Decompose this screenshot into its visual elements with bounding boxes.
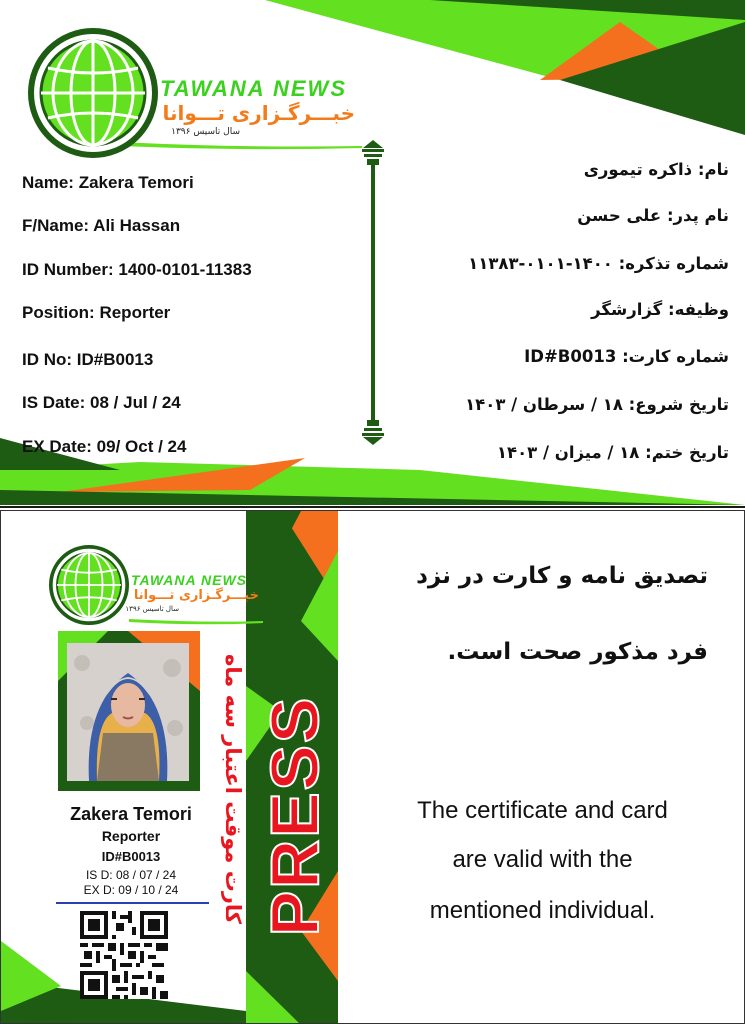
fa-position-field: وظیفه: گزارشگر — [591, 300, 729, 319]
globe-logo-icon — [49, 545, 129, 625]
fa-card-number-field: شماره کارت: ID#B0013 — [524, 347, 729, 366]
brand-name-fa: خبـــرگـزاری تـــوانا — [162, 101, 355, 125]
temporary-card-label: کارت موقت اعتبار سه ماه — [221, 653, 245, 925]
press-label: PRESS — [257, 695, 333, 937]
scroll-divider-icon — [360, 140, 386, 445]
id-card-front — [0, 0, 745, 508]
fa-start-date-field: تاریخ شروع: ۱۸ / سرطان / ۱۴۰۳ — [465, 395, 729, 414]
fa-id-number-field: شماره تذکره: ۱۴۰۰-۰۱۰۱-۱۱۳۸۳ — [468, 254, 729, 273]
fa-statement-line2: فرد مذکور صحت است. — [447, 639, 708, 665]
globe-logo-icon — [28, 28, 158, 158]
en-statement-line3: mentioned individual. — [429, 897, 656, 924]
holder-position: Reporter — [101, 828, 161, 844]
fa-name-field: نام: ذاکره تیموری — [583, 160, 729, 179]
en-issue-date-field: IS Date: 08 / Jul / 24 — [22, 393, 181, 412]
en-father-name-field: F/Name: Ali Hassan — [22, 216, 181, 235]
holder-photo — [67, 643, 189, 781]
en-position-field: Position: Reporter — [22, 303, 171, 322]
id-card-back — [0, 510, 745, 1024]
fa-end-date-field: تاریخ ختم: ۱۸ / میزان / ۱۴۰۳ — [496, 443, 729, 462]
expiry-date: EX D: 09 / 10 / 24 — [83, 883, 179, 897]
qr-code-icon — [80, 911, 168, 999]
press-label-wrap — [257, 666, 333, 966]
back-brand-name-fa: خبـــرگـزاری تـــوانا — [133, 588, 259, 603]
en-expiry-date-field: EX Date: 09/ Oct / 24 — [22, 437, 187, 456]
photo-frame — [58, 631, 200, 791]
back-brand-founded: سال تاسیس ۱۳۹۶ — [125, 605, 179, 613]
en-statement-line1: The certificate and card — [417, 797, 668, 824]
brand-name-en: TAWANA NEWS — [160, 76, 347, 101]
en-statement-line2: are valid with the — [452, 846, 633, 873]
en-id-no-field: ID No: ID#B0013 — [22, 350, 154, 369]
holder-name: Zakera Temori — [70, 804, 192, 824]
back-brand-name-en: TAWANA NEWS — [131, 572, 247, 588]
fa-father-name-field: نام پدر: علی حسن — [577, 206, 729, 225]
brand-founded: سال تاسیس ۱۳۹۶ — [171, 127, 240, 137]
en-id-number-field: ID Number: 1400-0101-11383 — [22, 260, 252, 279]
en-name-field: Name: Zakera Temori — [22, 173, 194, 192]
issue-date: IS D: 08 / 07 / 24 — [85, 868, 177, 882]
fa-statement-line1: تصدیق نامه و کارت در نزد — [416, 563, 708, 589]
holder-id: ID#B0013 — [101, 849, 161, 864]
temporary-label-wrap — [213, 631, 253, 931]
